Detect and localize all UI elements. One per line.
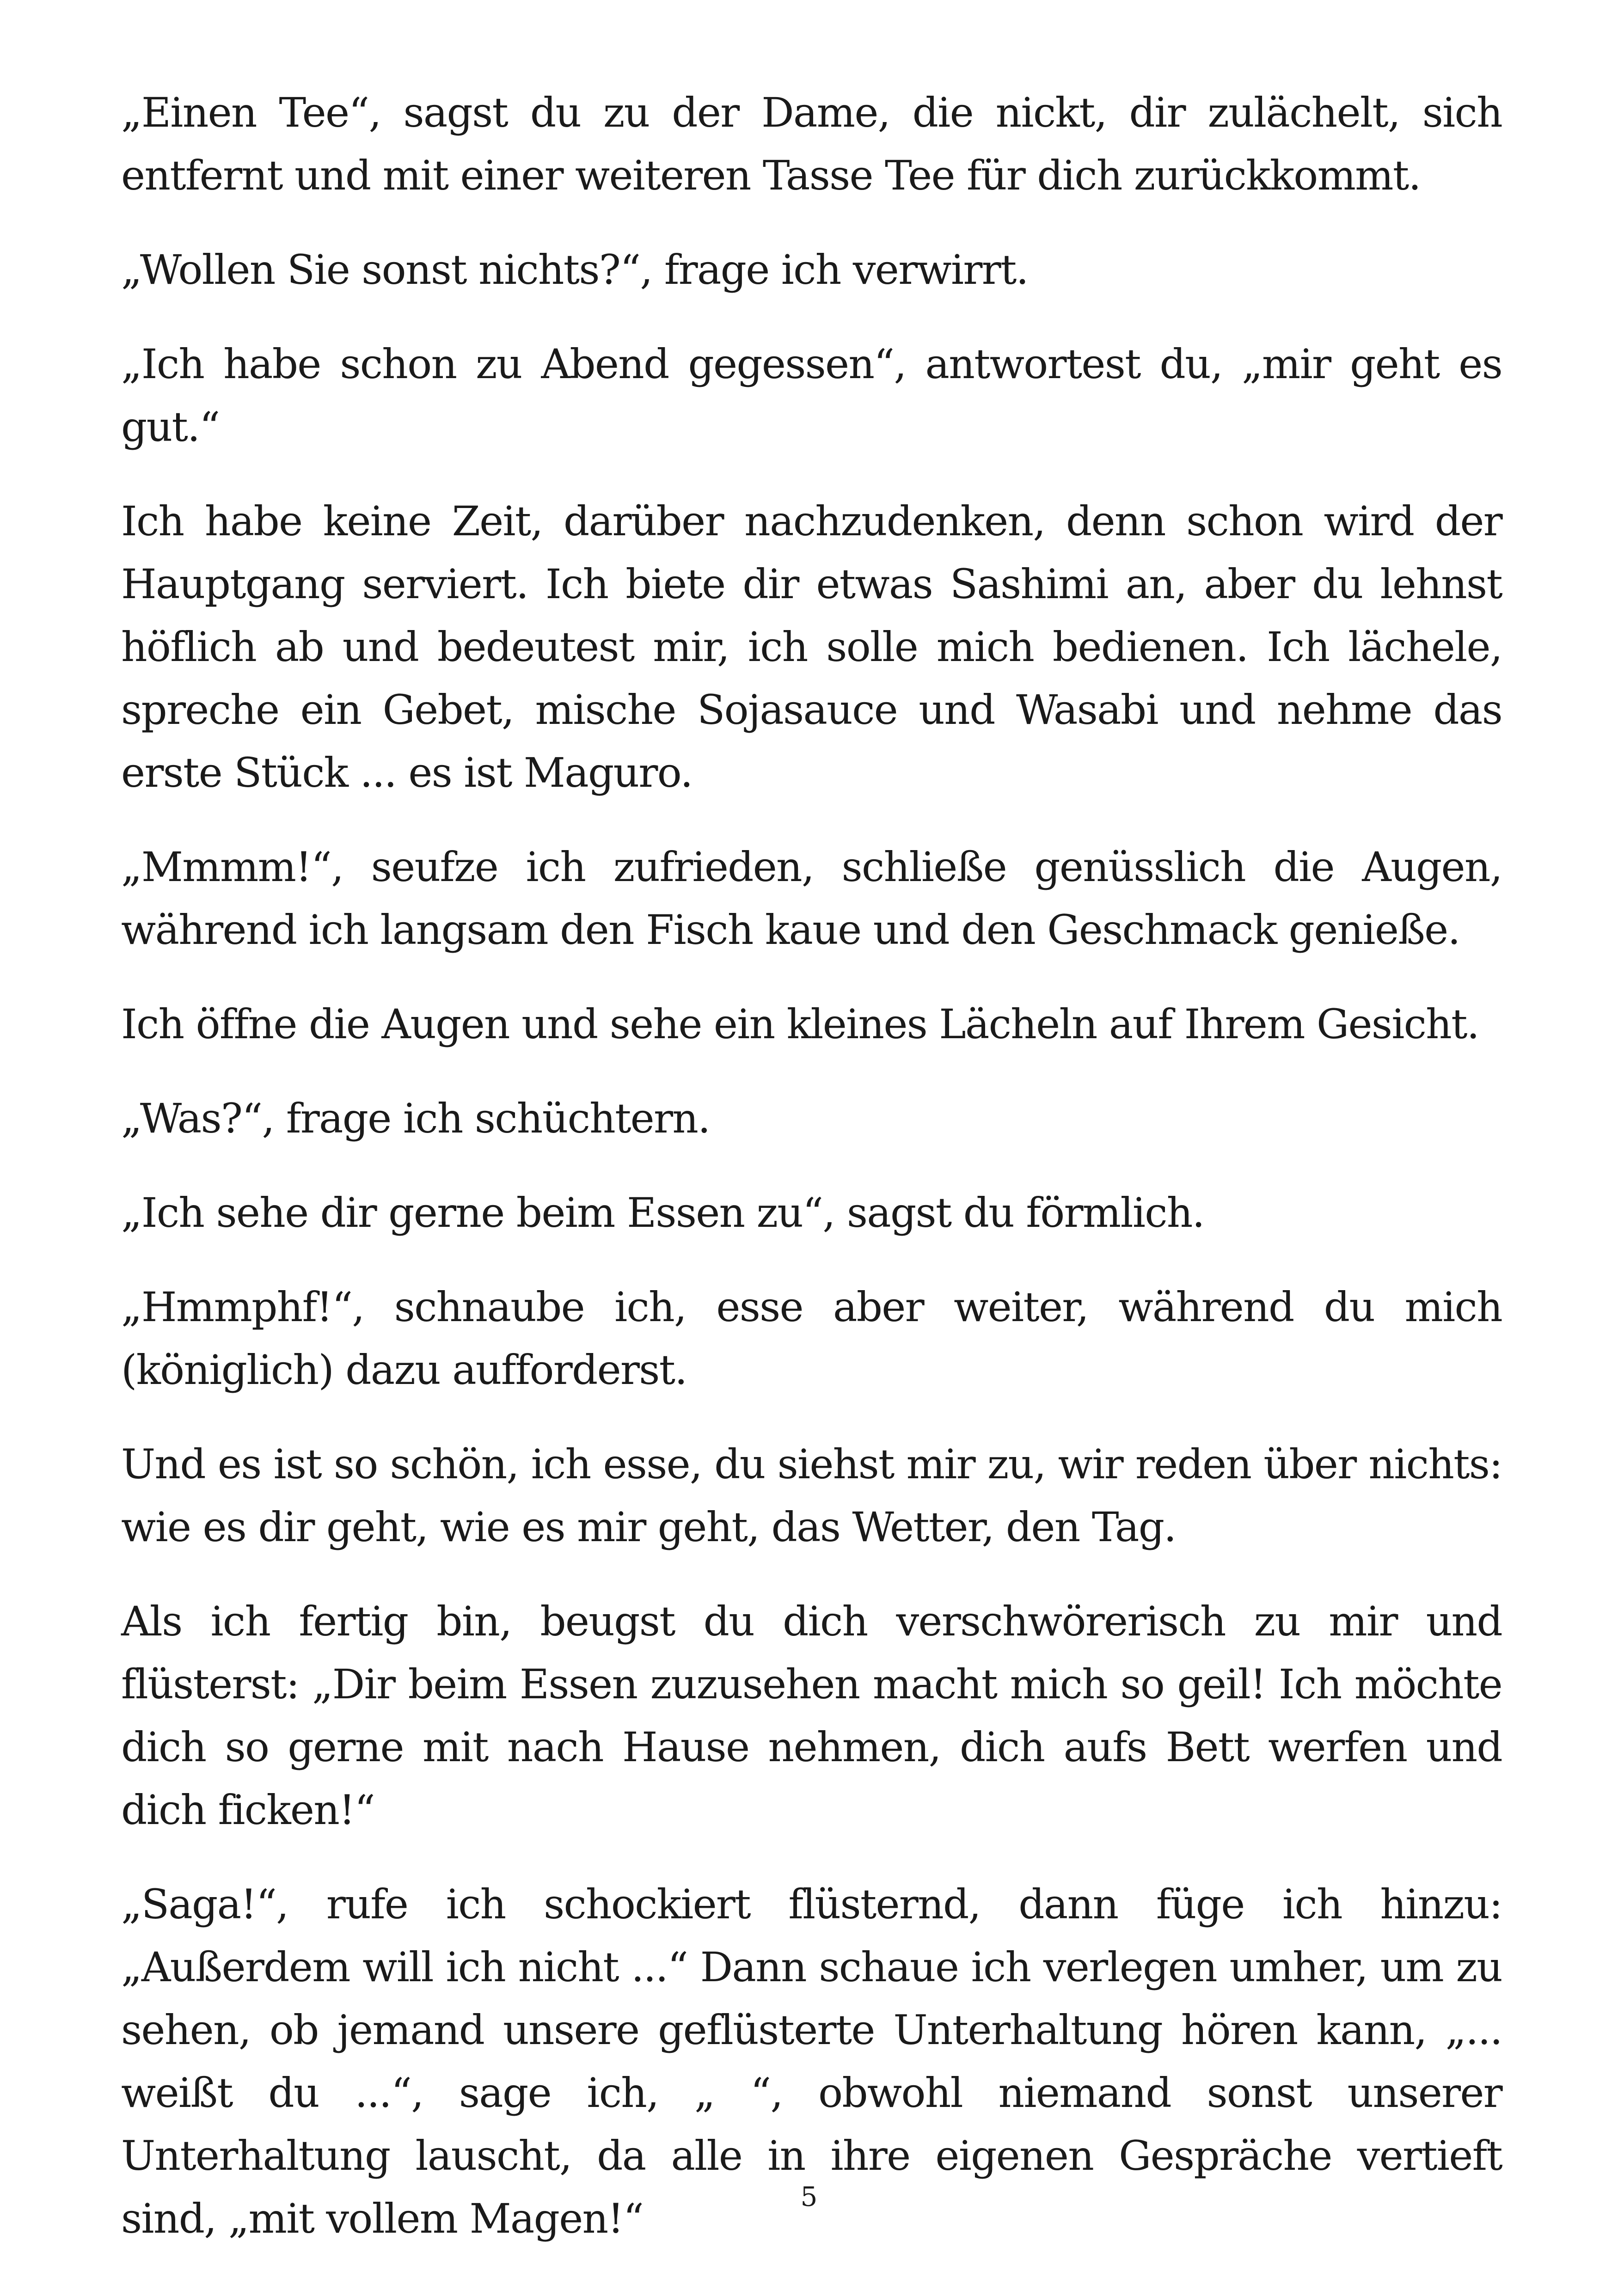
paragraph: „Saga!“, rufe ich schockiert flüsternd, dann füge ich hinzu: „Außerdem will ich nicht ...“ Dann schaue ich verlegen umher, um zu sehen, ob jemand unsere geflüsterte Unterhaltung hören kann, „... weißt du ...“, sage ich, „ “, obwohl niemand sonst unserer Unterhaltung lauscht, da alle in ihre eigenen Gespräche vertieft sind, „mit vollem Magen!“ bbox=[121, 1880, 1502, 2242]
page-number: 5 bbox=[800, 2181, 818, 2212]
paragraph: „Was?“, frage ich schüchtern. bbox=[121, 1095, 710, 1142]
paragraph: „Ich sehe dir gerne beim Essen zu“, sagst du förmlich. bbox=[121, 1189, 1204, 1237]
paragraph: „Ich habe schon zu Abend gegessen“, antwortest du, „mir geht es gut.“ bbox=[121, 340, 1502, 451]
paragraph: „Wollen Sie sonst nichts?“, frage ich verwirrt. bbox=[121, 246, 1028, 294]
paragraph: Ich habe keine Zeit, darüber nachzudenken, denn schon wird der Hauptgang serviert. Ich biete dir etwas Sashimi an, aber du lehnst höflich ab und bedeutest mir, ich solle mich bedienen. Ich lächele, spreche ein Gebet, mische Sojasauce und Wasabi und nehme das erste Stück ... es ist Maguro. bbox=[121, 497, 1502, 796]
paragraph: „Mmmm!“, seufze ich zufrieden, schließe genüsslich die Augen, während ich langsam den Fisch kaue und den Geschmack genieße. bbox=[121, 843, 1502, 954]
paragraph: „Einen Tee“, sagst du zu der Dame, die nickt, dir zulächelt, sich entfernt und mit einer weiteren Tasse Tee für dich zurückkommt. bbox=[121, 89, 1502, 199]
paragraph: Als ich fertig bin, beugst du dich verschwörerisch zu mir und flüsterst: „Dir beim Essen zuzusehen macht mich so geil! Ich möchte dich so gerne mit nach Hause nehmen, dich aufs Bett werfen und dich ficken!“ bbox=[121, 1598, 1502, 1834]
paragraph: „Hmmphf!“, schnaube ich, esse aber weiter, während du mich (königlich) dazu aufforderst. bbox=[121, 1283, 1502, 1394]
page-body bbox=[121, 81, 1502, 2282]
paragraph: Ich öffne die Augen und sehe ein kleines Lächeln auf Ihrem Gesicht. bbox=[121, 1000, 1479, 1048]
paragraph: Und es ist so schön, ich esse, du siehst mir zu, wir reden über nichts: wie es dir geht, wie es mir geht, das Wetter, den Tag. bbox=[121, 1440, 1502, 1551]
